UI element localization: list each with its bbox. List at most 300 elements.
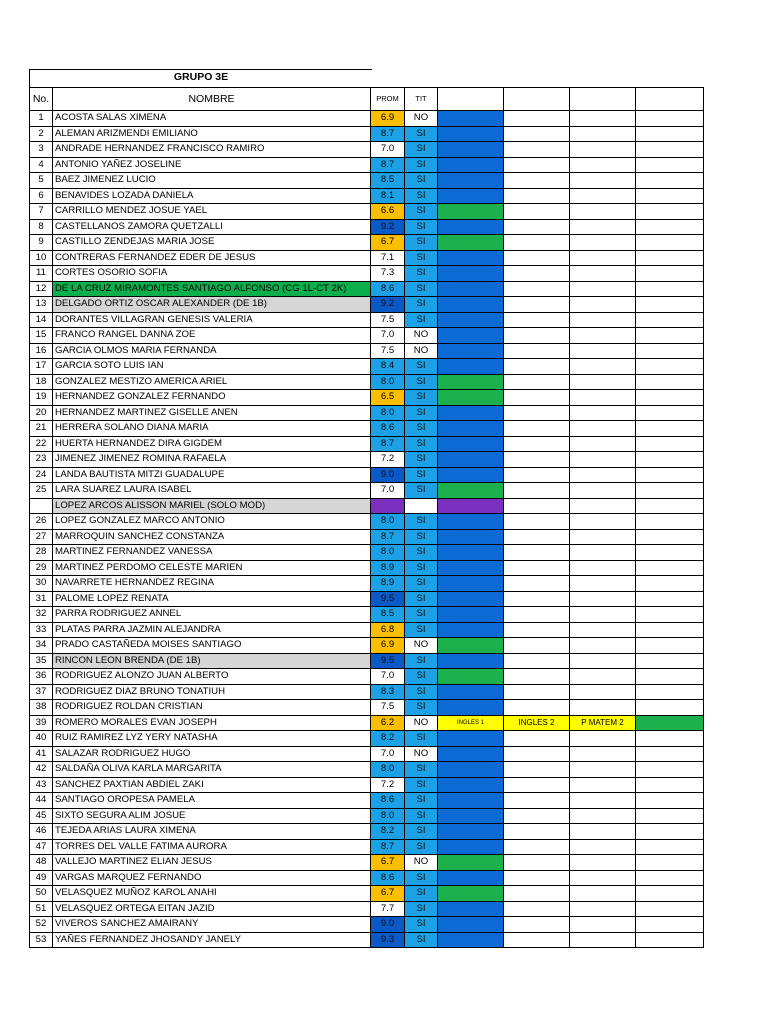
table-row	[30, 793, 704, 809]
prom-cell: 7.0	[371, 746, 405, 762]
extra-cell-2	[504, 452, 570, 468]
extra-cell-4	[636, 793, 704, 809]
student-name: RODRIGUEZ DIAZ BRUNO TONATIUH	[53, 684, 371, 700]
extra-cell-3: P MATEM 2	[570, 715, 636, 731]
student-name: SANCHEZ PAXTIAN ABDIEL ZAKI	[53, 777, 371, 793]
tit-cell: SI	[405, 374, 438, 390]
row-number: 27	[30, 529, 53, 545]
student-name: YAÑES FERNANDEZ JHOSANDY JANELY	[53, 932, 371, 948]
row-number: 17	[30, 359, 53, 375]
extra-cell-2	[504, 777, 570, 793]
student-name: ANDRADE HERNANDEZ FRANCISCO RAMIRO	[53, 142, 371, 158]
table-row	[30, 359, 704, 375]
tit-cell: SI	[405, 235, 438, 251]
table-row	[30, 374, 704, 390]
tit-cell	[405, 498, 438, 514]
row-number: 31	[30, 591, 53, 607]
extra-cell-4	[636, 467, 704, 483]
prom-cell: 7.1	[371, 250, 405, 266]
header-extra-4	[636, 88, 704, 111]
extra-cell-3	[570, 870, 636, 886]
row-number: 13	[30, 297, 53, 313]
row-number: 32	[30, 607, 53, 623]
row-number: 9	[30, 235, 53, 251]
student-name: BAEZ JIMENEZ LUCIO	[53, 173, 371, 189]
extra-cell-4	[636, 297, 704, 313]
extra-cell-2	[504, 824, 570, 840]
prom-cell: 7.2	[371, 452, 405, 468]
extra-cell-3	[570, 452, 636, 468]
tit-cell: SI	[405, 188, 438, 204]
prom-cell: 7.0	[371, 328, 405, 344]
student-name: ALEMAN ARIZMENDI EMILIANO	[53, 126, 371, 142]
extra-cell-2	[504, 111, 570, 127]
prom-cell: 9.3	[371, 932, 405, 948]
prom-cell: 7.2	[371, 777, 405, 793]
extra-cell-4	[636, 250, 704, 266]
table-row	[30, 731, 704, 747]
extra-cell-3	[570, 746, 636, 762]
student-name: VELASQUEZ MUÑOZ KAROL ANAHI	[53, 886, 371, 902]
extra-cell-3	[570, 343, 636, 359]
extra-cell-3	[570, 576, 636, 592]
prom-cell: 7.0	[371, 669, 405, 685]
extra-cell-2	[504, 653, 570, 669]
extra-cell-1	[438, 653, 504, 669]
spreadsheet	[29, 69, 703, 948]
extra-cell-4	[636, 762, 704, 778]
student-name: BENAVIDES LOZADA DANIELA	[53, 188, 371, 204]
extra-cell-2	[504, 266, 570, 282]
extra-cell-4	[636, 204, 704, 220]
extra-cell-2	[504, 483, 570, 499]
extra-cell-2	[504, 576, 570, 592]
extra-cell-4	[636, 731, 704, 747]
tit-cell: SI	[405, 545, 438, 561]
prom-cell: 6.2	[371, 715, 405, 731]
tit-cell: SI	[405, 405, 438, 421]
extra-cell-4	[636, 684, 704, 700]
extra-cell-2	[504, 188, 570, 204]
prom-cell: 8.0	[371, 514, 405, 530]
extra-cell-2	[504, 622, 570, 638]
tit-cell: SI	[405, 204, 438, 220]
table-row	[30, 684, 704, 700]
extra-cell-3	[570, 653, 636, 669]
tit-cell: SI	[405, 669, 438, 685]
extra-cell-2	[504, 281, 570, 297]
student-name: LOPEZ ARCOS ALISSON MARIEL (SOLO MOD)	[53, 498, 371, 514]
student-name: VALLEJO MARTINEZ ELIAN JESUS	[53, 855, 371, 871]
row-number: 41	[30, 746, 53, 762]
extra-cell-4	[636, 669, 704, 685]
extra-cell-4	[636, 359, 704, 375]
extra-cell-1	[438, 204, 504, 220]
tit-cell: SI	[405, 142, 438, 158]
extra-cell-2	[504, 886, 570, 902]
tit-cell: SI	[405, 932, 438, 948]
student-name: RUIZ RAMIREZ LYZ YERY NATASHA	[53, 731, 371, 747]
row-number: 30	[30, 576, 53, 592]
extra-cell-4	[636, 452, 704, 468]
extra-cell-2	[504, 700, 570, 716]
extra-cell-4	[636, 839, 704, 855]
table-row	[30, 328, 704, 344]
prom-cell: 6.9	[371, 638, 405, 654]
student-name: ROMERO MORALES EVAN JOSEPH	[53, 715, 371, 731]
table-row	[30, 111, 704, 127]
extra-cell-4	[636, 700, 704, 716]
extra-cell-4	[636, 111, 704, 127]
extra-cell-2	[504, 917, 570, 933]
prom-cell	[371, 498, 405, 514]
extra-cell-1	[438, 855, 504, 871]
extra-cell-2	[504, 808, 570, 824]
prom-cell: 7.5	[371, 700, 405, 716]
table-row	[30, 405, 704, 421]
extra-cell-2	[504, 638, 570, 654]
row-number: 25	[30, 483, 53, 499]
extra-cell-1	[438, 111, 504, 127]
row-number: 33	[30, 622, 53, 638]
table-row	[30, 266, 704, 282]
extra-cell-3	[570, 917, 636, 933]
extra-cell-4	[636, 808, 704, 824]
student-name: LANDA BAUTISTA MITZI GUADALUPE	[53, 467, 371, 483]
table-row	[30, 808, 704, 824]
header-row	[30, 88, 704, 111]
extra-cell-3	[570, 808, 636, 824]
extra-cell-3	[570, 250, 636, 266]
row-number: 39	[30, 715, 53, 731]
extra-cell-3	[570, 901, 636, 917]
tit-cell: SI	[405, 607, 438, 623]
extra-cell-1	[438, 142, 504, 158]
extra-cell-3	[570, 886, 636, 902]
table-row	[30, 219, 704, 235]
table-row	[30, 235, 704, 251]
tit-cell: SI	[405, 622, 438, 638]
extra-cell-2	[504, 157, 570, 173]
extra-cell-2	[504, 173, 570, 189]
table-row	[30, 653, 704, 669]
extra-cell-2	[504, 870, 570, 886]
extra-cell-1	[438, 746, 504, 762]
tit-cell: SI	[405, 359, 438, 375]
row-number: 35	[30, 653, 53, 669]
row-number: 21	[30, 421, 53, 437]
table-row	[30, 591, 704, 607]
row-number: 7	[30, 204, 53, 220]
table-row	[30, 576, 704, 592]
student-name: PRADO CASTAÑEDA MOISES SANTIAGO	[53, 638, 371, 654]
extra-cell-1	[438, 483, 504, 499]
extra-cell-1	[438, 886, 504, 902]
extra-cell-2	[504, 932, 570, 948]
extra-cell-1	[438, 638, 504, 654]
table-row	[30, 560, 704, 576]
prom-cell: 8.0	[371, 405, 405, 421]
extra-cell-2	[504, 204, 570, 220]
extra-cell-2	[504, 297, 570, 313]
extra-cell-1	[438, 607, 504, 623]
extra-cell-3	[570, 266, 636, 282]
tit-cell: NO	[405, 638, 438, 654]
extra-cell-2	[504, 142, 570, 158]
prom-cell: 8.2	[371, 824, 405, 840]
extra-cell-1	[438, 188, 504, 204]
student-name: DORANTES VILLAGRAN GENESIS VALERIA	[53, 312, 371, 328]
extra-cell-3	[570, 219, 636, 235]
extra-cell-4	[636, 886, 704, 902]
tit-cell: SI	[405, 731, 438, 747]
extra-cell-2	[504, 343, 570, 359]
table-row	[30, 421, 704, 437]
extra-cell-1	[438, 762, 504, 778]
extra-cell-3	[570, 142, 636, 158]
tit-cell: SI	[405, 576, 438, 592]
tit-cell: NO	[405, 343, 438, 359]
extra-cell-3	[570, 297, 636, 313]
prom-cell: 9.2	[371, 297, 405, 313]
prom-cell: 9.5	[371, 591, 405, 607]
extra-cell-4	[636, 157, 704, 173]
extra-cell-4	[636, 188, 704, 204]
prom-cell: 6.8	[371, 622, 405, 638]
prom-cell: 9.0	[371, 467, 405, 483]
extra-cell-1	[438, 235, 504, 251]
extra-cell-3	[570, 328, 636, 344]
extra-cell-4	[636, 591, 704, 607]
extra-cell-1	[438, 917, 504, 933]
prom-cell: 6.7	[371, 855, 405, 871]
tit-cell: SI	[405, 870, 438, 886]
extra-cell-4	[636, 870, 704, 886]
table-row	[30, 483, 704, 499]
prom-cell: 9.2	[371, 219, 405, 235]
extra-cell-4	[636, 483, 704, 499]
extra-cell-3	[570, 359, 636, 375]
table-row	[30, 545, 704, 561]
table-row	[30, 917, 704, 933]
student-name: CORTES OSORIO SOFIA	[53, 266, 371, 282]
student-name: HERNANDEZ MARTINEZ GISELLE ANEN	[53, 405, 371, 421]
extra-cell-1	[438, 374, 504, 390]
tit-cell: SI	[405, 297, 438, 313]
student-name: RODRIGUEZ ROLDAN CRISTIAN	[53, 700, 371, 716]
extra-cell-4	[636, 173, 704, 189]
group-title-row	[29, 69, 372, 87]
student-name: HERRERA SOLANO DIANA MARIA	[53, 421, 371, 437]
student-name: MARROQUIN SANCHEZ CONSTANZA	[53, 529, 371, 545]
extra-cell-2	[504, 560, 570, 576]
tit-cell: NO	[405, 328, 438, 344]
row-number: 44	[30, 793, 53, 809]
row-number: 43	[30, 777, 53, 793]
table-row	[30, 436, 704, 452]
student-name: RINCON LEON BRENDA (DE 1B)	[53, 653, 371, 669]
extra-cell-3	[570, 204, 636, 220]
tit-cell: SI	[405, 653, 438, 669]
row-number: 23	[30, 452, 53, 468]
row-number: 3	[30, 142, 53, 158]
row-number: 2	[30, 126, 53, 142]
extra-cell-3	[570, 173, 636, 189]
extra-cell-1	[438, 576, 504, 592]
extra-cell-3	[570, 514, 636, 530]
tit-cell: SI	[405, 700, 438, 716]
table-row	[30, 839, 704, 855]
tit-cell: SI	[405, 762, 438, 778]
header-prom: PROM	[371, 88, 405, 111]
extra-cell-2	[504, 390, 570, 406]
student-name: PLATAS PARRA JAZMIN ALEJANDRA	[53, 622, 371, 638]
student-name: SIXTO SEGURA ALIM JOSUE	[53, 808, 371, 824]
extra-cell-4	[636, 374, 704, 390]
tit-cell: SI	[405, 808, 438, 824]
extra-cell-3	[570, 793, 636, 809]
extra-cell-1	[438, 669, 504, 685]
row-number: 53	[30, 932, 53, 948]
row-number: 42	[30, 762, 53, 778]
table-row	[30, 607, 704, 623]
table-row	[30, 498, 704, 514]
tit-cell: SI	[405, 793, 438, 809]
prom-cell: 7.7	[371, 901, 405, 917]
extra-cell-1	[438, 157, 504, 173]
extra-cell-1	[438, 777, 504, 793]
extra-cell-1	[438, 901, 504, 917]
extra-cell-4	[636, 901, 704, 917]
table-row	[30, 762, 704, 778]
extra-cell-3	[570, 560, 636, 576]
extra-cell-3	[570, 762, 636, 778]
table-row	[30, 126, 704, 142]
extra-cell-1	[438, 405, 504, 421]
extra-cell-3	[570, 777, 636, 793]
row-number	[30, 498, 53, 514]
prom-cell: 7.0	[371, 483, 405, 499]
extra-cell-1	[438, 591, 504, 607]
extra-cell-1	[438, 545, 504, 561]
extra-cell-2	[504, 312, 570, 328]
prom-cell: 8.9	[371, 576, 405, 592]
extra-cell-4	[636, 932, 704, 948]
table-row	[30, 173, 704, 189]
extra-cell-3	[570, 839, 636, 855]
extra-cell-2	[504, 436, 570, 452]
extra-cell-2	[504, 374, 570, 390]
extra-cell-4	[636, 545, 704, 561]
extra-cell-2	[504, 405, 570, 421]
row-number: 22	[30, 436, 53, 452]
table-row	[30, 529, 704, 545]
table-row	[30, 250, 704, 266]
student-name: VELASQUEZ ORTEGA EITAN JAZID	[53, 901, 371, 917]
prom-cell: 8.5	[371, 173, 405, 189]
extra-cell-3	[570, 126, 636, 142]
tit-cell: SI	[405, 901, 438, 917]
row-number: 15	[30, 328, 53, 344]
prom-cell: 8.5	[371, 607, 405, 623]
student-name: LARA SUAREZ LAURA ISABEL	[53, 483, 371, 499]
student-name: TEJEDA ARIAS LAURA XIMENA	[53, 824, 371, 840]
prom-cell: 8.6	[371, 281, 405, 297]
extra-cell-3	[570, 669, 636, 685]
prom-cell: 8.6	[371, 793, 405, 809]
tit-cell: SI	[405, 452, 438, 468]
prom-cell: 7.5	[371, 343, 405, 359]
table-row	[30, 932, 704, 948]
row-number: 45	[30, 808, 53, 824]
extra-cell-2	[504, 793, 570, 809]
extra-cell-1	[438, 281, 504, 297]
student-name: VIVEROS SANCHEZ AMAIRANY	[53, 917, 371, 933]
table-row	[30, 157, 704, 173]
tit-cell: SI	[405, 312, 438, 328]
student-name: PARRA RODRIGUEZ ANNEL	[53, 607, 371, 623]
row-number: 52	[30, 917, 53, 933]
extra-cell-1	[438, 328, 504, 344]
extra-cell-4	[636, 498, 704, 514]
extra-cell-2	[504, 731, 570, 747]
extra-cell-4	[636, 390, 704, 406]
row-number: 38	[30, 700, 53, 716]
row-number: 51	[30, 901, 53, 917]
extra-cell-3	[570, 731, 636, 747]
row-number: 11	[30, 266, 53, 282]
tit-cell: SI	[405, 219, 438, 235]
extra-cell-2	[504, 762, 570, 778]
tit-cell: SI	[405, 824, 438, 840]
tit-cell: SI	[405, 514, 438, 530]
table-row	[30, 777, 704, 793]
table-row	[30, 855, 704, 871]
row-number: 50	[30, 886, 53, 902]
extra-cell-4	[636, 343, 704, 359]
extra-cell-3	[570, 824, 636, 840]
prom-cell: 8.3	[371, 684, 405, 700]
extra-cell-2: INGLES 2	[504, 715, 570, 731]
extra-cell-1: INGLES 1	[438, 715, 504, 731]
extra-cell-3	[570, 312, 636, 328]
header-no: No.	[30, 88, 53, 111]
tit-cell: SI	[405, 483, 438, 499]
student-name: ANTONIO YAÑEZ JOSELINE	[53, 157, 371, 173]
tit-cell: SI	[405, 126, 438, 142]
prom-cell: 8.7	[371, 529, 405, 545]
prom-cell: 6.5	[371, 390, 405, 406]
extra-cell-4	[636, 607, 704, 623]
extra-cell-2	[504, 514, 570, 530]
extra-cell-2	[504, 545, 570, 561]
tit-cell: NO	[405, 855, 438, 871]
extra-cell-3	[570, 638, 636, 654]
extra-cell-1	[438, 452, 504, 468]
extra-cell-2	[504, 746, 570, 762]
extra-cell-4	[636, 638, 704, 654]
student-name: HERNANDEZ GONZALEZ FERNANDO	[53, 390, 371, 406]
tit-cell: SI	[405, 421, 438, 437]
header-tit: TIT	[405, 88, 438, 111]
student-name: FRANCO RANGEL DANNA ZOE	[53, 328, 371, 344]
student-name: NAVARRETE HERNANDEZ REGINA	[53, 576, 371, 592]
student-name: CASTILLO ZENDEJAS MARIA JOSE	[53, 235, 371, 251]
header-extra-2	[504, 88, 570, 111]
prom-cell: 8.9	[371, 560, 405, 576]
prom-cell: 8.2	[371, 731, 405, 747]
extra-cell-4	[636, 917, 704, 933]
